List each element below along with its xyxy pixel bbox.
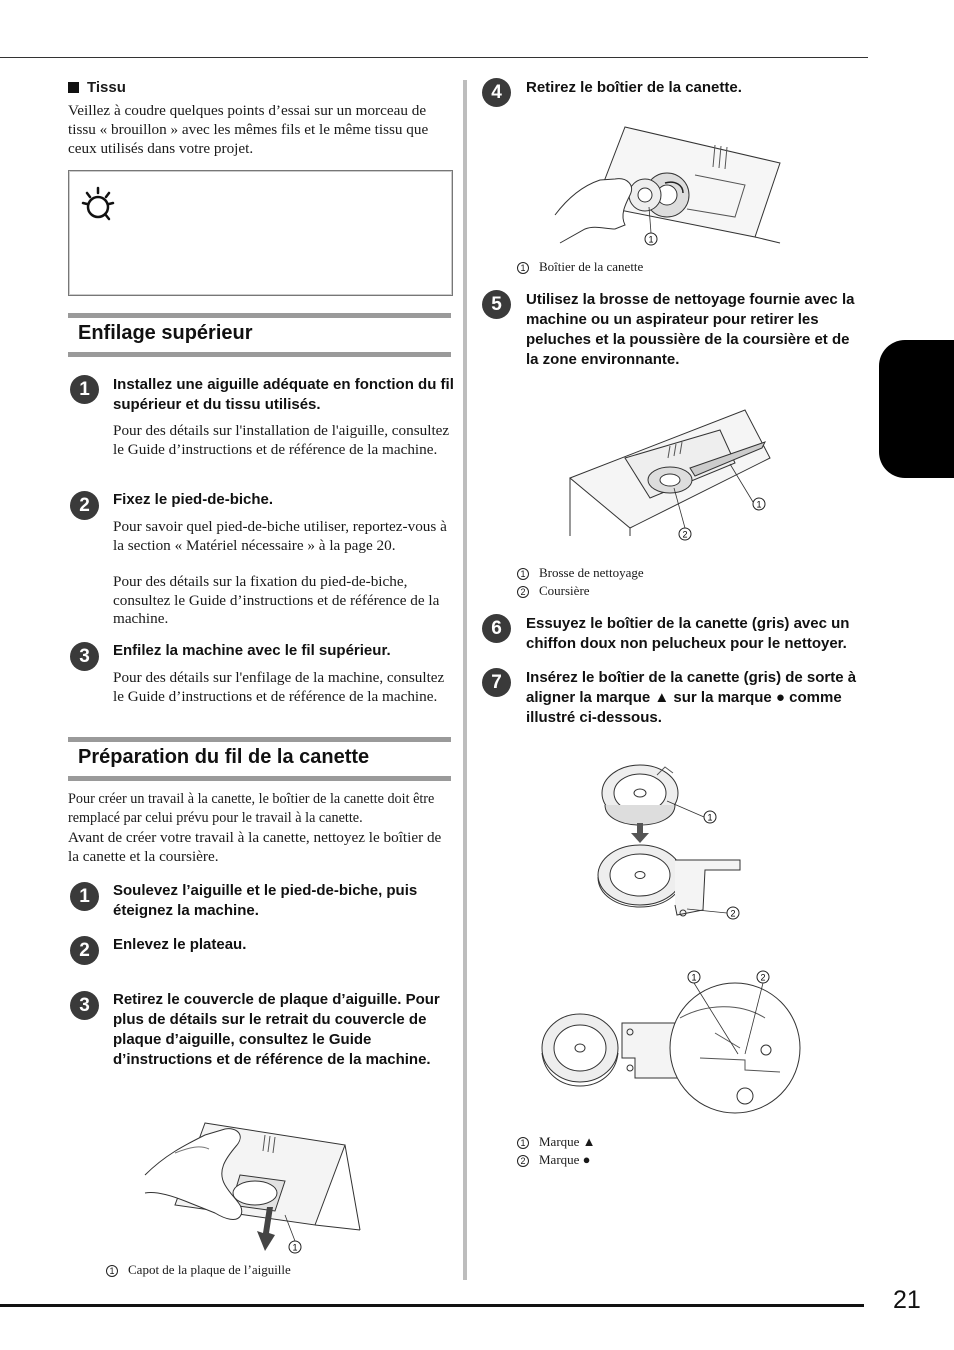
figure-caption [517,258,643,276]
preparation-intro-2: Avant de créer votre travail à la canette, nettoyez le boîtier de la canette et la coursière. [68,829,442,865]
step-title: Fixez le pied-de-biche. [113,491,274,508]
callout-number: 1 [517,1137,529,1149]
figure-caption [517,582,590,600]
note-icon [81,185,115,223]
top-rule [0,57,868,58]
section-bar [68,352,451,357]
step-number: 4 [482,78,511,107]
step-title: Installez une aiguille adéquate en fonction du fil supérieur et du tissu utilisés. [113,376,454,413]
tissu-heading-text: Tissu [87,79,126,96]
step-title: Essuyez le boîtier de la canette (gris) avec un chiffon doux non pelucheux pour le nettoyer. [526,615,850,652]
caption-text: Marque ▲ [539,1134,596,1149]
note-box [68,170,453,296]
figure-caption [517,1133,596,1151]
column-divider [463,80,467,1280]
step-body: Pour des détails sur la fixation du pied-de-biche, consultez le Guide d’instructions et de référence de la machine. [113,573,440,627]
step-title: Retirez le boîtier de la canette. [526,79,742,96]
step-title: Insérez le boîtier de la canette (gris) de sorte à aligner la marque ▲ sur la marque ● comme illustré ci-dessous. [526,669,857,726]
callout-number: 1 [517,568,529,580]
figure-caption [517,564,644,582]
callout-number: 1 [756,499,762,510]
step-number: 7 [482,668,511,697]
tissu-text: Veillez à coudre quelques points d’essai sur un morceau de tissu « brouillon » avec les mêmes fils et le même tissu que ceux utilisés dans votre projet. [68,102,429,157]
step-title: Enfilez la machine avec le fil supérieur. [113,642,391,659]
step-number: 2 [70,491,99,520]
step-number: 3 [70,642,99,671]
step-number: 1 [70,882,99,911]
step-title: Enlevez le plateau. [113,936,247,953]
callout-number: 2 [517,1155,529,1167]
step-title: Utilisez la brosse de nettoyage fournie avec la machine ou un aspirateur pour retirer les peluches et la poussière de la coursière et de la zone environnante. [526,291,855,368]
section-title: Préparation du fil de la canette [78,746,370,768]
callout-number: 1 [707,812,713,823]
section-title: Enfilage supérieur [78,322,253,344]
step-body: Pour savoir quel pied-de-biche utiliser, reportez-vous à la section « Matériel nécessaire » à la page 20. [113,518,447,554]
step-body: Pour des détails sur l'enfilage de la machine, consultez le Guide d’instructions et de référence de la machine. [113,669,445,705]
callout-number: 1 [648,234,654,245]
step-body: Pour des détails sur l'installation de l'aiguille, consultez le Guide d’instructions et de référence de la machine. [113,422,450,458]
callout-number: 2 [730,908,736,919]
needle-plate-cover-illustration [145,1115,365,1260]
section-enfilage-header [68,313,451,357]
figure-caption [517,1151,591,1169]
callout-number: 2 [760,972,766,983]
section-bar [68,776,451,781]
callout-number: 1 [292,1242,298,1253]
callout-number: 1 [691,972,697,983]
step-number: 3 [70,991,99,1020]
square-bullet-icon [68,82,79,93]
caption-text: Capot de la plaque de l’aiguille [128,1262,291,1277]
section-preparation-header [68,737,451,781]
bobbin-case-insert-illustration [595,755,745,925]
bobbin-case-removal-illustration [555,125,785,250]
figure-caption [106,1261,291,1279]
caption-text: Boîtier de la canette [539,259,644,274]
step-number: 1 [70,375,99,404]
page-number: 21 [893,1286,921,1314]
caption-text: Marque ● [539,1152,591,1167]
step-number: 6 [482,614,511,643]
bottom-rule [0,1304,864,1307]
preparation-intro: Pour créer un travail à la canette, le boîtier de la canette doit être remplacé par celui prévu pour le travail à la canette. [68,791,435,826]
callout-number: 2 [682,529,688,540]
chapter-tab [879,340,954,478]
bobbin-case-alignment-illustration [540,968,800,1123]
callout-number: 1 [106,1265,118,1277]
caption-text: Brosse de nettoyage [539,565,644,580]
step-number: 5 [482,290,511,319]
callout-number: 2 [517,586,529,598]
step-number: 2 [70,936,99,965]
cleaning-brush-illustration [570,408,780,548]
caption-text: Coursière [539,583,590,598]
section-bar [68,313,451,318]
tissu-heading [68,79,126,96]
step-title: Soulevez l’aiguille et le pied-de-biche, puis éteignez la machine. [113,882,418,919]
callout-number: 1 [517,262,529,274]
section-bar [68,737,451,742]
step-title: Retirez le couvercle de plaque d’aiguille. Pour plus de détails sur le retrait du couvercle de plaque d’aiguille, consultez le Guide d’instructions et de référence de la machine. [113,991,440,1068]
